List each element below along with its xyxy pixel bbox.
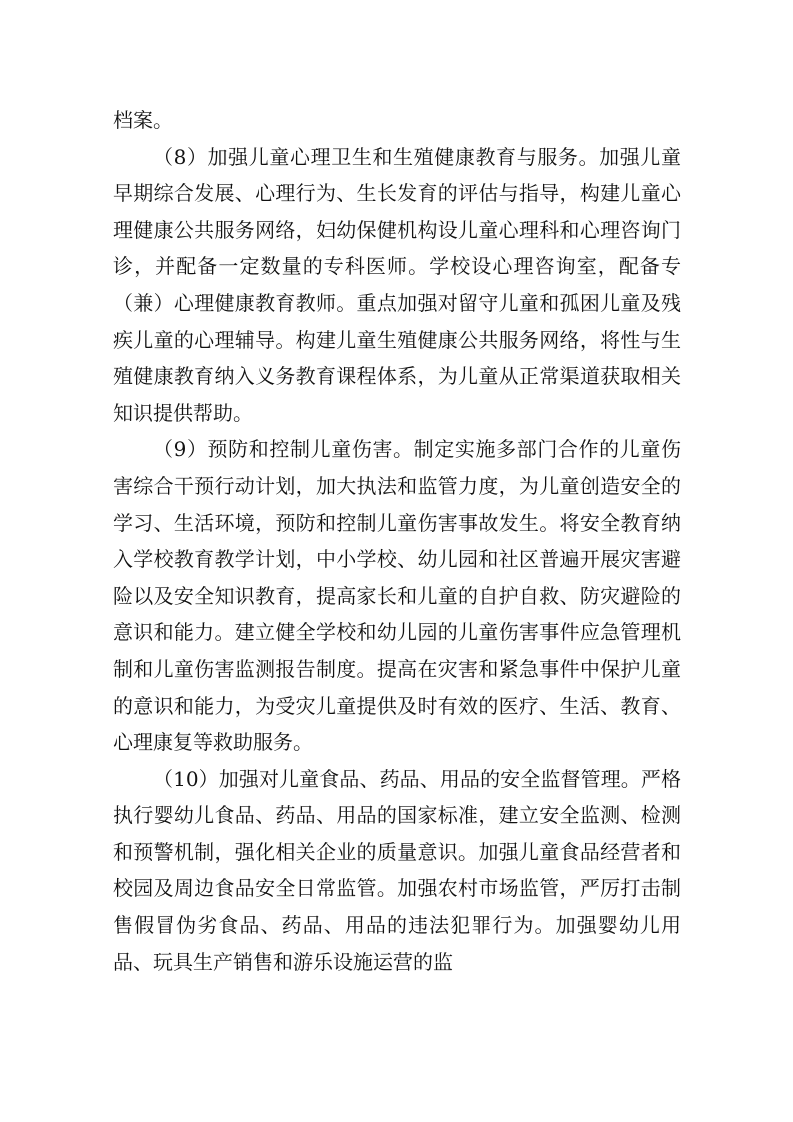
body-text bbox=[113, 102, 681, 980]
paragraph-item-10: （10）加强对儿童食品、药品、用品的安全监督管理。严格执行婴幼儿食品、药品、用品的国家标准，建立安全监测、检测和预警机制，强化相关企业的质量意识。加强儿童食品经营者和校园及周边食品安全日常监管。加强农村市场监管，严厉打击制售假冒伪劣食品、药品、用品的违法犯罪行为。加强婴幼儿用品、玩具生产销售和游乐设施运营的监 bbox=[113, 766, 681, 974]
paragraph-item-9: （9）预防和控制儿童伤害。制定实施多部门合作的儿童伤害综合干预行动计划，加大执法和监管力度，为儿童创造安全的学习、生活环境，预防和控制儿童伤害事故发生。将安全教育纳入学校教育教学计划，中小学校、幼儿园和社区普遍开展灾害避险以及安全知识教育，提高家长和儿童的自护自救、防灾避险的意识和能力。建立健全学校和幼儿园的儿童伤害事件应急管理机制和儿童伤害监测报告制度。提高在灾害和紧急事件中保护儿童的意识和能力，为受灾儿童提供及时有效的医疗、生活、教育、心理康复等救助服务。 bbox=[113, 437, 681, 755]
paragraph-continuation: 档案。 bbox=[113, 108, 173, 132]
paragraph-item-8: （8）加强儿童心理卫生和生殖健康教育与服务。加强儿童早期综合发展、心理行为、生长发育的评估与指导，构建儿童心理健康公共服务网络，妇幼保健机构设儿童心理科和心理咨询门诊，并配备一定数量的专科医师。学校设心理咨询室，配备专（兼）心理健康教育教师。重点加强对留守儿童和孤困儿童及残疾儿童的心理辅导。构建儿童生殖健康公共服务网络，将性与生殖健康教育纳入义务教育课程体系，为儿童从正常渠道获取相关知识提供帮助。 bbox=[113, 144, 681, 425]
